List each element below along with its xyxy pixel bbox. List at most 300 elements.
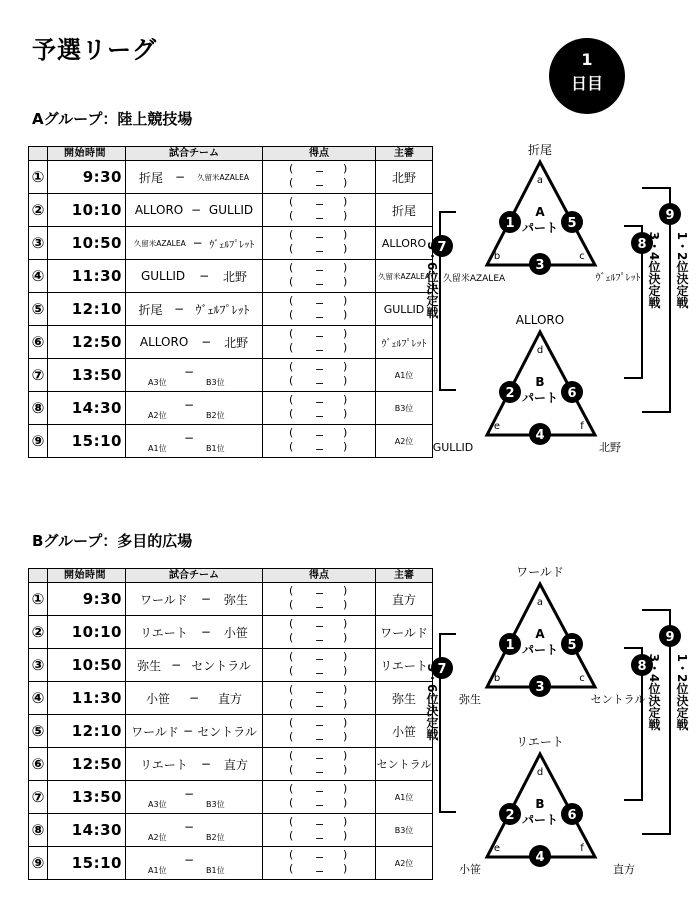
team-home: 小笹 [145,691,170,706]
score-placeholder [263,326,375,358]
match-marker-number: 3 [535,258,545,273]
score-paren-open: ( [289,763,294,776]
team-home: A2位 [148,833,167,842]
score-paren-open: ( [289,327,294,340]
score-paren-close: ) [343,598,348,611]
header-score: 得点 [263,147,376,161]
day-label: 日目 [570,74,603,93]
score-paren-close: ) [343,796,348,809]
match-number: ② [29,194,48,227]
team-away: B2位 [206,833,225,842]
versus-dash: − [201,335,212,349]
match-marker-number: 7 [437,240,447,255]
referee: 北野 [376,161,433,194]
referee: B3位 [376,392,433,425]
score-placeholder [263,392,375,424]
versus-dash: − [200,625,211,639]
score-paren-open: ( [289,228,294,241]
score-placeholder [263,781,375,813]
match-teams [126,682,263,715]
team-away: B1位 [206,866,225,875]
part-label: パート [521,221,559,235]
score-dash: − [315,634,325,647]
score-paren-close: ) [343,716,348,729]
header-row [29,569,433,583]
team-away: 小笹 [223,625,248,640]
team-home: ワールド [131,724,179,739]
score-paren-close: ) [343,829,348,842]
score-paren-close: ) [343,650,348,663]
group-a-title: Aグループ：陸上競技場 [32,110,193,128]
day-badge [549,38,625,114]
referee: ALLORO [376,227,433,260]
score-cell[interactable] [263,715,376,748]
score-paren-close: ) [343,275,348,288]
score-cell[interactable] [263,359,376,392]
score-paren-close: ) [343,664,348,677]
match-teams [126,227,263,260]
referee: 久留米AZALEA [376,260,433,293]
match-marker-number: 7 [437,662,447,677]
score-dash: − [315,165,325,178]
score-dash: − [315,865,325,878]
score-cell[interactable] [263,616,376,649]
team-away: B3位 [206,378,225,387]
part-letter: A [535,205,545,219]
team-home: GULLID [140,269,186,283]
start-time: 12:50 [48,748,126,781]
score-dash: − [315,179,325,192]
score-paren-close: ) [343,228,348,241]
score-placeholder [263,260,375,292]
table-row [29,814,433,847]
referee: リエート [376,649,433,682]
start-time: 13:50 [48,359,126,392]
score-cell[interactable] [263,748,376,781]
team-left: 弥生 [459,693,481,706]
score-dash: − [315,733,325,746]
score-paren-close: ) [343,209,348,222]
match-teams [126,194,263,227]
team-right: ｳﾞｪﾙﾌﾟﾚｯﾄ [595,273,641,284]
diagram-group-b [425,562,690,896]
match-marker-number: 2 [505,386,515,401]
score-cell[interactable] [263,227,376,260]
match-marker-number: 9 [665,208,675,223]
score-placeholder [263,293,375,325]
part-label: パート [521,643,559,657]
versus-dash: − [175,170,186,184]
team-away: B2位 [206,411,225,420]
referee: 直方 [376,583,433,616]
score-paren-open: ( [289,308,294,321]
match-teams [126,847,263,880]
edge-label: a [536,175,544,186]
header-row [29,147,433,161]
match-teams [126,260,263,293]
team-left: GULLID [432,441,474,454]
score-paren-open: ( [289,209,294,222]
score-dash: − [315,686,325,699]
referee: 弥生 [376,682,433,715]
versus-dash: − [192,236,203,250]
score-dash: − [315,700,325,713]
score-paren-close: ) [343,782,348,795]
table-row [29,425,433,458]
match-number: ⑧ [29,392,48,425]
score-paren-close: ) [343,308,348,321]
match-marker-number: 5 [567,638,577,653]
match-marker-number: 9 [665,630,675,645]
score-dash: − [315,396,325,409]
bracket-label-left: 5・6位決定戦 [425,241,439,319]
score-paren-close: ) [343,862,348,875]
edge-label: c [579,251,585,262]
score-paren-open: ( [289,440,294,453]
score-cell[interactable] [263,649,376,682]
score-cell[interactable] [263,392,376,425]
referee: A2位 [376,425,433,458]
score-paren-close: ) [343,261,348,274]
start-time: 10:10 [48,616,126,649]
score-placeholder [263,748,375,780]
score-cell[interactable] [263,847,376,880]
match-number: ⑥ [29,326,48,359]
versus-dash: − [200,592,211,606]
score-dash: − [315,799,325,812]
edge-label: c [579,673,585,684]
match-line [126,756,262,773]
bracket-label-right: 1・2位決定戦 [675,653,689,731]
team-home: 弥生 [137,658,162,673]
bracket-label-middle: 3・4位決定戦 [647,653,661,731]
score-paren-close: ) [343,393,348,406]
score-dash: − [315,231,325,244]
score-dash: − [315,752,325,765]
score-cell[interactable] [263,161,376,194]
part-letter: B [535,797,545,811]
match-number: ① [29,161,48,194]
team-away: 北野 [223,269,248,284]
table-row [29,260,433,293]
table-row [29,293,433,326]
score-paren-close: ) [343,294,348,307]
score-cell[interactable] [263,194,376,227]
score-paren-open: ( [289,294,294,307]
match-number: ③ [29,227,48,260]
versus-dash: − [191,203,202,217]
table-row [29,748,433,781]
team-away: 北野 [224,335,249,350]
team-left: 小笹 [459,863,481,876]
score-paren-open: ( [289,176,294,189]
score-cell[interactable] [263,260,376,293]
score-dash: − [315,653,325,666]
score-paren-open: ( [289,426,294,439]
match-teams [126,781,263,814]
table-row [29,583,433,616]
match-teams [126,425,263,458]
score-paren-close: ) [343,374,348,387]
score-dash: − [315,766,325,779]
score-placeholder [263,616,375,648]
score-paren-close: ) [343,195,348,208]
score-cell[interactable] [263,682,376,715]
edge-label: a [536,597,544,608]
match-teams [126,392,263,425]
score-dash: − [315,719,325,732]
score-paren-close: ) [343,848,348,861]
match-number: ⑦ [29,781,48,814]
start-time: 12:10 [48,293,126,326]
score-paren-close: ) [343,242,348,255]
score-dash: − [315,363,325,376]
score-placeholder [263,814,375,846]
team-right: セントラル [590,693,646,706]
edge-label: b [493,673,501,684]
edge-label: f [580,421,584,432]
match-marker-number: 6 [567,808,577,823]
versus-dash: − [184,820,195,834]
start-time: 12:50 [48,326,126,359]
team-away: B1位 [206,444,225,453]
versus-dash: − [184,787,195,801]
team-home: リエート [140,625,188,640]
match-teams [126,649,263,682]
match-number: ⑤ [29,715,48,748]
edge-label: b [493,251,501,262]
score-paren-close: ) [343,327,348,340]
header-num [29,147,48,161]
match-line [126,236,262,251]
table-row [29,194,433,227]
versus-dash: − [188,691,200,705]
match-number: ⑨ [29,847,48,880]
score-paren-open: ( [289,664,294,677]
match-line [126,624,262,641]
score-paren-close: ) [343,617,348,630]
score-paren-open: ( [289,617,294,630]
bracket-label-middle: 3・4位決定戦 [647,231,661,309]
match-line [126,268,262,285]
table-row [29,359,433,392]
start-time: 14:30 [48,814,126,847]
match-number: ② [29,616,48,649]
team-away: B3位 [206,800,225,809]
team-home: 折尾 [139,170,164,185]
header-score: 得点 [263,569,376,583]
score-paren-open: ( [289,341,294,354]
edge-label: e [493,843,501,854]
day-number: 1 [581,50,593,69]
score-paren-open: ( [289,261,294,274]
team-away: 久留米AZALEA [197,172,249,182]
score-paren-open: ( [289,730,294,743]
score-dash: − [315,245,325,258]
score-paren-open: ( [289,407,294,420]
match-number: ④ [29,260,48,293]
edge-label: f [580,843,584,854]
score-dash: − [315,198,325,211]
part-letter: A [535,627,545,641]
start-time: 13:50 [48,781,126,814]
header-time: 開始時間 [48,569,126,583]
score-dash: − [315,278,325,291]
versus-dash: − [184,853,195,867]
score-cell[interactable] [263,583,376,616]
score-paren-open: ( [289,848,294,861]
score-cell[interactable] [263,814,376,847]
match-line [126,657,262,674]
score-placeholder [263,847,375,879]
start-time: 12:10 [48,715,126,748]
score-dash: − [315,667,325,680]
match-line [126,392,262,424]
part-label: パート [521,813,559,827]
score-cell[interactable] [263,781,376,814]
team-left: 久留米AZALEA [442,274,506,284]
match-marker-number: 2 [505,808,515,823]
versus-dash: − [184,431,195,445]
score-paren-open: ( [289,796,294,809]
score-paren-open: ( [289,631,294,644]
team-top: リエート [516,735,564,749]
group-b-title: Bグループ：多目的広場 [32,532,193,550]
score-cell[interactable] [263,293,376,326]
table-row [29,161,433,194]
match-line [126,301,262,318]
score-paren-open: ( [289,242,294,255]
table-row [29,616,433,649]
team-away: 弥生 [223,592,248,607]
match-line [126,723,262,740]
start-time: 15:10 [48,425,126,458]
match-line [126,591,262,608]
score-placeholder [263,715,375,747]
score-cell[interactable] [263,326,376,359]
match-marker-number: 8 [637,659,647,674]
score-paren-open: ( [289,584,294,597]
team-away: 直方 [223,757,248,772]
score-paren-open: ( [289,195,294,208]
score-placeholder [263,425,375,457]
part-label: パート [521,391,559,405]
score-dash: − [315,443,325,456]
score-paren-close: ) [343,815,348,828]
team-home: A3位 [148,378,167,387]
match-line [126,847,262,879]
score-paren-open: ( [289,716,294,729]
team-away: GULLID [208,203,254,217]
team-away: セントラル [191,658,251,673]
versus-dash: − [183,724,194,738]
score-cell[interactable] [263,425,376,458]
match-number: ⑥ [29,748,48,781]
score-paren-close: ) [343,360,348,373]
score-paren-open: ( [289,697,294,710]
score-paren-open: ( [289,650,294,663]
edge-label: e [493,421,501,432]
score-paren-close: ) [343,162,348,175]
match-line [126,203,262,217]
team-top: ワールド [516,565,564,579]
start-time: 10:50 [48,227,126,260]
team-top: 折尾 [527,143,553,157]
match-marker-number: 3 [535,680,545,695]
match-teams [126,715,263,748]
score-placeholder [263,194,375,226]
match-teams [126,748,263,781]
score-dash: − [315,264,325,277]
referee: ワールド [376,616,433,649]
score-placeholder [263,161,375,193]
team-home: 折尾 [138,302,163,317]
team-top: ALLORO [515,313,565,327]
edge-label: d [536,767,544,778]
score-dash: − [315,818,325,831]
score-placeholder [263,649,375,681]
start-time: 15:10 [48,847,126,880]
match-number: ⑦ [29,359,48,392]
start-time: 10:50 [48,649,126,682]
score-paren-open: ( [289,782,294,795]
match-teams [126,326,263,359]
team-right: 直方 [613,863,635,876]
match-teams [126,814,263,847]
header-referee: 主審 [376,569,433,583]
score-dash: − [315,410,325,423]
table-row [29,227,433,260]
referee: セントラル [376,748,433,781]
match-number: ① [29,583,48,616]
versus-dash: − [199,269,210,283]
start-time: 14:30 [48,392,126,425]
match-marker-number: 4 [535,850,545,865]
versus-dash: − [173,302,185,316]
score-paren-open: ( [289,275,294,288]
table-row [29,847,433,880]
team-away: ｳﾞｪﾙﾌﾟﾚｯﾄ [209,239,255,251]
referee: A1位 [376,781,433,814]
schedule-table-a [28,146,433,458]
match-number: ④ [29,682,48,715]
table-row [29,781,433,814]
table-row [29,326,433,359]
match-teams [126,293,263,326]
score-dash: − [315,311,325,324]
match-line [126,690,262,707]
start-time: 9:30 [48,161,126,194]
referee: A2位 [376,847,433,880]
referee: ｳﾞｪﾙﾌﾟﾚｯﾄ [376,326,433,359]
score-placeholder [263,359,375,391]
score-paren-close: ) [343,584,348,597]
score-dash: − [315,344,325,357]
score-paren-open: ( [289,393,294,406]
score-dash: − [315,601,325,614]
page-title: 予選リーグ [32,36,157,64]
score-paren-close: ) [343,749,348,762]
score-paren-open: ( [289,598,294,611]
score-paren-open: ( [289,749,294,762]
bracket-diagram [425,562,690,892]
match-line [126,359,262,391]
table-row [29,392,433,425]
start-time: 9:30 [48,583,126,616]
match-marker-number: 1 [505,216,515,231]
match-line [126,814,262,846]
header-referee: 主審 [376,147,433,161]
